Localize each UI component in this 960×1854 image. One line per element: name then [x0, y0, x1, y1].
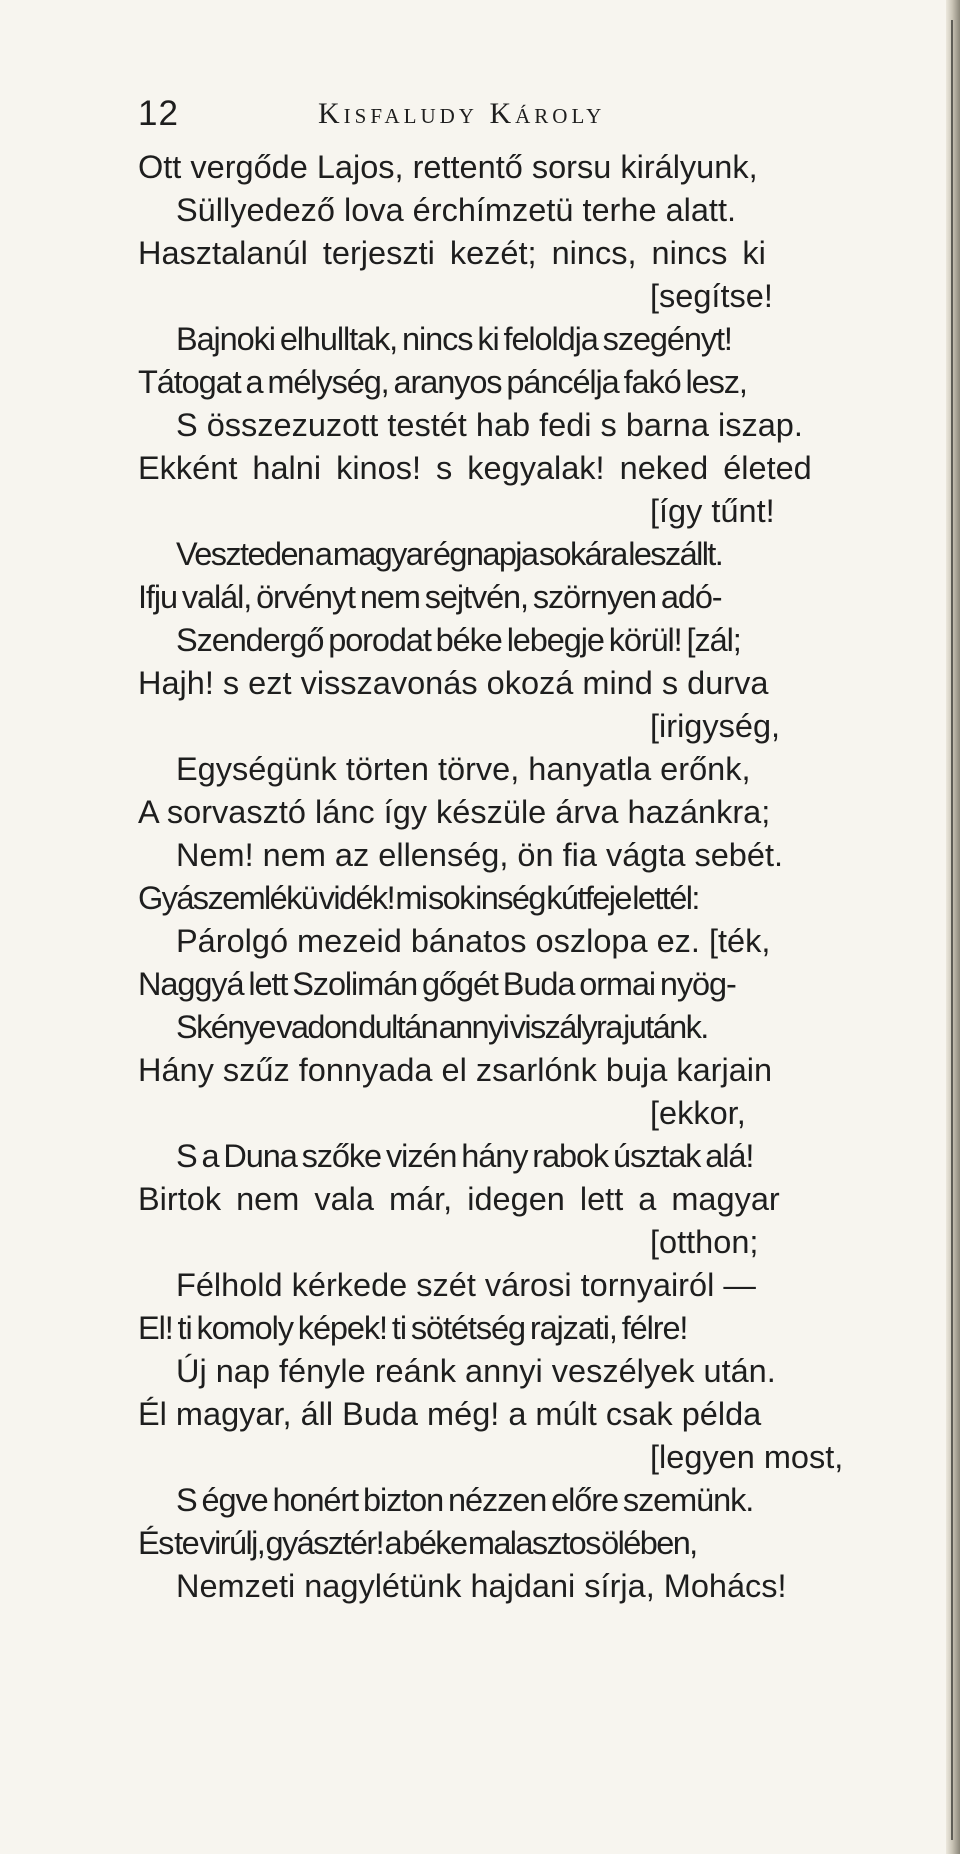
poem-line: Párolgó mezeid bánatos oszlopa ez. [ték,	[176, 923, 771, 959]
poem-line: Birtok nem vala már, idegen lett a magyar	[138, 1181, 780, 1217]
running-head: Kisfaludy Károly	[318, 97, 606, 130]
poem-line-continuation: [irigység,	[650, 708, 781, 744]
poem-line: Ifju valál, örvényt nem sejtvén, szörnyen adó-	[138, 579, 722, 615]
poem-line-continuation: [segítse!	[650, 278, 773, 314]
poem-line: Új nap fényle reánk annyi veszélyek után.	[176, 1353, 776, 1389]
poem-line: Nem! nem az ellenség, ön fia vágta sebét.	[176, 837, 784, 873]
poem-line: Félhold kérkede szét városi tornyairól —	[176, 1267, 756, 1303]
poem-line-continuation: [így tűnt!	[650, 493, 775, 529]
poem-line: Ekként halni kinos! s kegyalak! neked életed	[138, 450, 812, 486]
poem-line: Skénye vadon dultán annyi viszályra jutánk.	[176, 1009, 708, 1045]
poem-line: Veszteden a magyar égnapja sokára leszállt.	[176, 536, 723, 572]
page-number: 12	[138, 94, 179, 133]
poem-line: Tátogat a mélység, aranyos páncélja fakó lesz,	[138, 364, 747, 400]
poem-line: Hajh! s ezt visszavonás okozá mind s durva	[138, 665, 769, 701]
poem-line: Hasztalanúl terjeszti kezét; nincs, nincs ki	[138, 235, 766, 271]
poem-line: Bajnoki elhulltak, nincs ki feloldja szegényt!	[176, 321, 732, 357]
poem-line: S égve honért bizton nézzen előre szemünk.	[176, 1482, 754, 1518]
binding-line	[951, 20, 953, 1840]
poem-line: Gyászemlékü vidék! mi sok inség kútfeje lettél:	[138, 880, 699, 916]
poem-line: S a Duna szőke vizén hány rabok úsztak alá!	[176, 1138, 754, 1174]
poem-line-continuation: [otthon;	[650, 1224, 759, 1260]
poem-body	[138, 146, 882, 1608]
poem-line: Egységünk törten törve, hanyatla erőnk,	[176, 751, 751, 787]
poem-line: Süllyedező lova érchímzetü terhe alatt.	[176, 192, 737, 228]
poem-line: Szendergő porodat béke lebegje körül! [zál;	[176, 622, 741, 658]
poem-line-continuation: [ekkor,	[650, 1095, 746, 1131]
poem-line: S összezuzott testét hab fedi s barna iszap.	[176, 407, 803, 443]
poem-line: Naggyá lett Szolimán gőgét Buda ormai nyög-	[138, 966, 736, 1002]
page-gutter-edge	[946, 0, 960, 1854]
poem-line: Nemzeti nagylétünk hajdani sírja, Mohács!	[176, 1568, 787, 1604]
page-header	[138, 92, 883, 136]
poem-line-continuation: [legyen most,	[650, 1439, 844, 1475]
poem-line: Él magyar, áll Buda még! a múlt csak példa	[138, 1396, 762, 1432]
poem-line: El! ti komoly képek! ti sötétség rajzati, félre!	[138, 1310, 688, 1346]
poem-line: Hány szűz fonnyada el zsarlónk buja karjain	[138, 1052, 773, 1088]
poem-line: A sorvasztó lánc így készüle árva hazánkra;	[138, 794, 771, 830]
poem-line: És te virúlj, gyásztér! a béke malasztos ölében,	[138, 1525, 697, 1561]
poem-line: Ott vergőde Lajos, rettentő sorsu királyunk,	[138, 149, 758, 185]
